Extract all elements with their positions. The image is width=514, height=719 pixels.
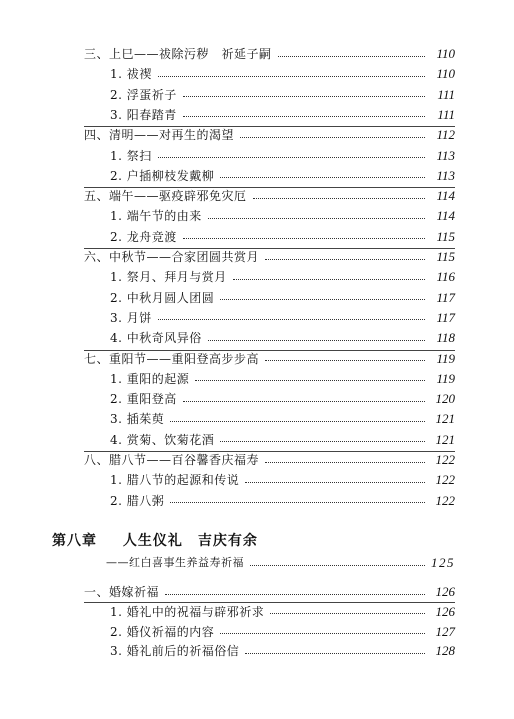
dot-leader	[183, 96, 425, 97]
toc-section-row[interactable]	[84, 44, 455, 64]
chapter-subtitle-row	[106, 553, 455, 573]
toc-section-row[interactable]	[84, 450, 455, 470]
dot-leader	[265, 360, 425, 361]
toc-entry-title: 一、婚嫁祈福	[84, 585, 160, 599]
toc-subsection-row[interactable]	[110, 288, 455, 308]
toc-subsection-row[interactable]	[110, 641, 455, 661]
dot-leader	[270, 613, 425, 614]
toc-section-row[interactable]	[84, 349, 455, 369]
toc-subsection-row[interactable]	[110, 308, 455, 328]
page-number: 117	[436, 309, 455, 325]
dot-leader	[158, 319, 425, 320]
toc-subsection-row[interactable]	[110, 146, 455, 166]
toc-entry-title: 1. 祭扫	[110, 148, 152, 163]
dot-leader	[233, 279, 425, 280]
toc-subsection-row[interactable]	[110, 389, 455, 409]
dot-leader	[265, 259, 425, 260]
dot-leader	[165, 594, 425, 595]
toc-entry-title: 六、中秋节——合家团圆共赏月	[84, 250, 260, 264]
toc-entry-title: 2. 中秋月圆人团圆	[110, 290, 215, 305]
page-number: 126	[435, 584, 455, 599]
dot-leader	[240, 137, 425, 138]
toc-entry-title: 1. 端午节的由来	[110, 209, 202, 224]
toc-entry-title: 七、重阳节——重阳登高步步高	[84, 351, 260, 366]
page-number: 113	[436, 147, 455, 163]
dot-leader	[208, 218, 425, 219]
toc-entry-title: 2. 腊八粥	[110, 493, 165, 508]
toc-section-row[interactable]	[84, 582, 455, 602]
page-number: 111	[437, 86, 455, 102]
toc-subsection-row[interactable]	[110, 105, 455, 125]
page-number: 121	[435, 431, 455, 447]
toc-entry-title: 2. 重阳登高	[110, 392, 177, 407]
toc-entry-title: 四、清明——对再生的渴望	[84, 128, 235, 143]
dot-leader	[170, 502, 425, 503]
dot-leader	[195, 380, 425, 381]
page-number: 115	[436, 228, 455, 244]
toc-subsection-row[interactable]	[110, 328, 455, 348]
toc-subsection-row[interactable]	[110, 470, 455, 490]
toc-subsection-row[interactable]	[110, 491, 455, 511]
dot-leader	[278, 56, 425, 57]
toc-entry-title: 4. 赏菊、饮菊花酒	[110, 432, 215, 447]
page-number: 128	[435, 643, 455, 659]
page-number: 110	[436, 46, 455, 61]
toc-subsection-row[interactable]	[110, 430, 455, 450]
page-number: 114	[436, 208, 455, 224]
toc-section-row[interactable]	[84, 186, 455, 206]
dot-leader	[158, 76, 425, 77]
dot-leader	[220, 177, 425, 178]
toc-entry-title: 八、腊八节——百谷馨香庆福寿	[84, 453, 260, 467]
toc-entry-title: 五、端午——驱疫辟邪免灾厄	[84, 189, 247, 204]
page-number: 121	[435, 411, 455, 427]
chapter-title: 人生仪礼 吉庆有余	[122, 533, 258, 549]
page-number: 115	[436, 249, 455, 264]
toc-entry-title: 2. 婚仪祈福的内容	[110, 624, 215, 639]
toc-entry-title: 三、上巳——祓除污秽 祈延子嗣	[84, 47, 272, 61]
toc-subsection-row[interactable]	[110, 267, 455, 287]
dot-leader	[265, 462, 425, 463]
toc-entry-title: 1. 祓禊	[110, 67, 152, 82]
dot-leader	[158, 157, 425, 158]
page-number: 117	[436, 289, 455, 305]
toc-entry-title: 1. 祭月、拜月与赏月	[110, 270, 227, 285]
toc-subsection-row[interactable]	[110, 166, 455, 186]
page-number: 122	[435, 472, 455, 488]
page-number: 119	[436, 350, 455, 366]
page-number: 127	[435, 623, 455, 639]
dot-leader	[183, 401, 425, 402]
page-number: 126	[435, 603, 455, 619]
chapter-number: 第八章	[52, 533, 97, 549]
dot-leader	[250, 565, 425, 566]
dot-leader	[220, 441, 425, 442]
toc-entry-title: 3. 阳春踏青	[110, 107, 177, 122]
toc-section-row[interactable]	[84, 247, 455, 267]
toc-entry-title: 2. 龙舟竞渡	[110, 229, 177, 244]
toc-subsection-row[interactable]	[110, 64, 455, 84]
dot-leader	[183, 238, 425, 239]
toc-section-row[interactable]	[84, 125, 455, 145]
page-number: 118	[436, 330, 455, 346]
page-number: 122	[435, 492, 455, 508]
toc-entry-title: 2. 户插柳枝发戴柳	[110, 168, 215, 183]
page-number: 122	[435, 452, 455, 467]
toc-subsection-row[interactable]	[110, 369, 455, 389]
toc-entry-title: 3. 婚礼前后的祈福俗信	[110, 644, 240, 659]
page-number: 112	[436, 127, 455, 143]
toc-entry-title: 1. 腊八节的起源和传说	[110, 473, 240, 488]
page-number: 119	[436, 370, 455, 386]
toc-entry-title: 2. 浮蛋祈子	[110, 87, 177, 102]
toc-subsection-row[interactable]	[110, 206, 455, 226]
dot-leader	[208, 340, 425, 341]
toc-entry-title: 3. 插茱萸	[110, 412, 165, 427]
page-number: 125	[431, 555, 455, 570]
page-number: 113	[436, 167, 455, 183]
dot-leader	[245, 653, 425, 654]
page-number: 116	[436, 269, 455, 285]
chapter-subtitle: ——红白喜事生养益寿祈福	[106, 556, 244, 569]
toc-subsection-row[interactable]	[110, 622, 455, 642]
toc-entry-title: 1. 婚礼中的祝福与辟邪祈求	[110, 604, 265, 619]
toc-subsection-row[interactable]	[110, 85, 455, 105]
toc-subsection-row[interactable]	[110, 602, 455, 622]
dot-leader	[245, 482, 425, 483]
dot-leader	[183, 116, 425, 117]
dot-leader	[220, 633, 425, 634]
toc-subsection-row[interactable]	[110, 409, 455, 429]
toc-entry-title: 3. 月饼	[110, 310, 152, 325]
page-number: 120	[435, 391, 455, 407]
toc-entry-title: 4. 中秋奇风异俗	[110, 331, 202, 346]
dot-leader	[170, 421, 425, 422]
page-number: 110	[436, 66, 455, 82]
page-number: 111	[437, 106, 455, 122]
toc-entry-title: 1. 重阳的起源	[110, 371, 190, 386]
toc-subsection-row[interactable]	[110, 227, 455, 247]
section-divider	[84, 602, 455, 603]
dot-leader	[253, 198, 425, 199]
chapter-heading	[52, 530, 258, 550]
page-number: 114	[436, 188, 455, 204]
dot-leader	[220, 299, 425, 300]
